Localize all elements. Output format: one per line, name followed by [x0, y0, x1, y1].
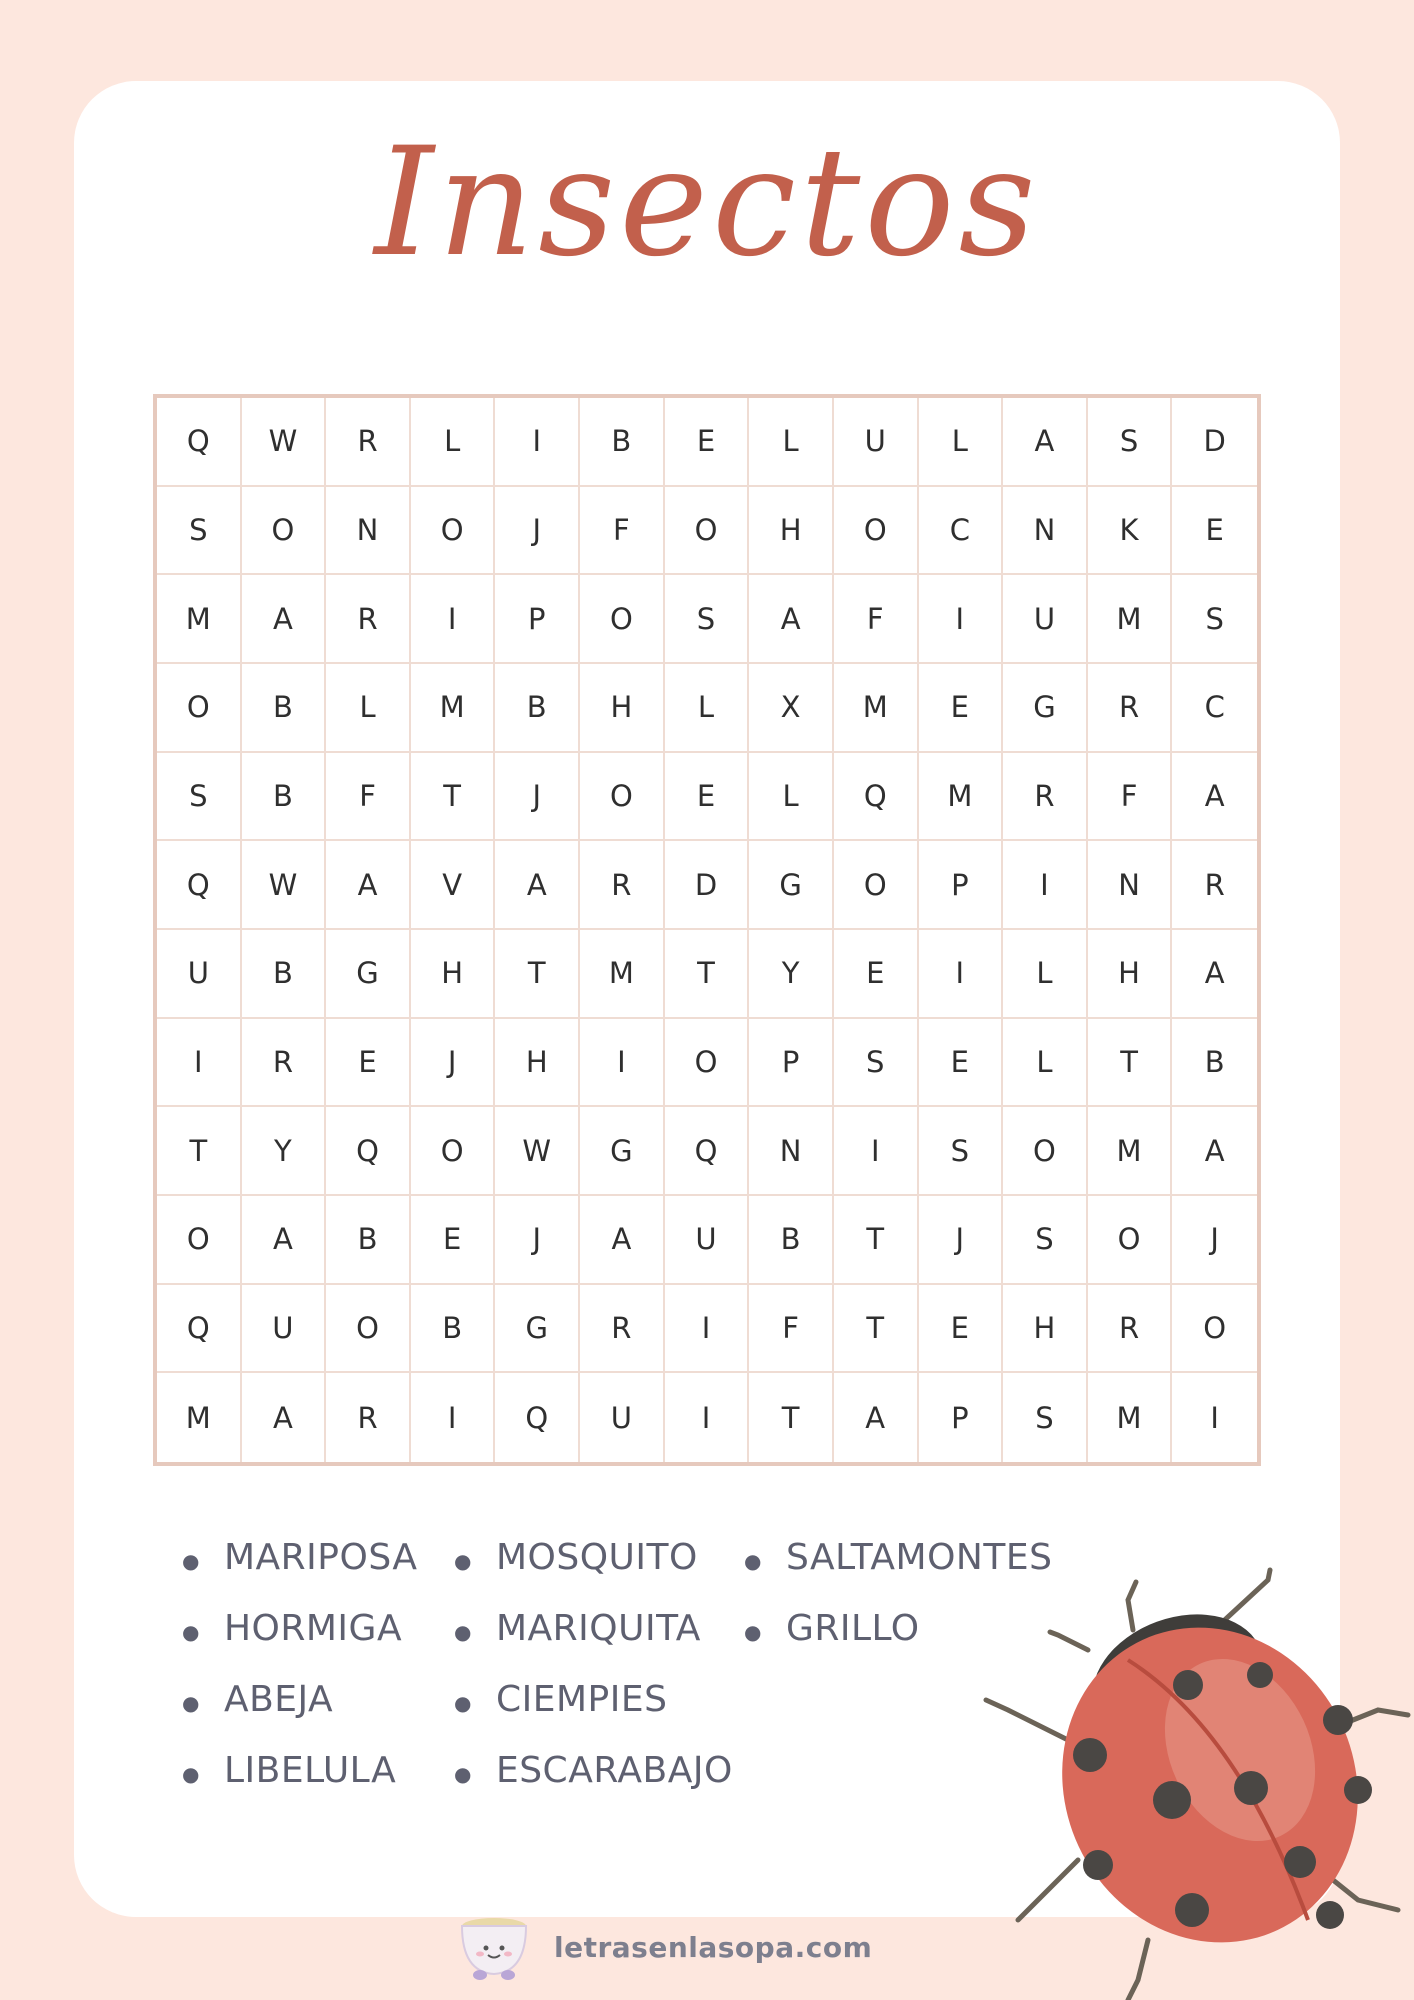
grid-cell[interactable]: H	[411, 930, 496, 1019]
grid-cell[interactable]: M	[411, 664, 496, 753]
grid-cell[interactable]: E	[919, 1019, 1004, 1108]
grid-cell[interactable]: B	[242, 930, 327, 1019]
grid-cell[interactable]: L	[749, 398, 834, 487]
grid-cell[interactable]: Y	[749, 930, 834, 1019]
grid-cell[interactable]: Q	[495, 1373, 580, 1462]
bullet-icon: ●	[454, 1762, 472, 1786]
word-item	[182, 1750, 454, 1821]
grid-cell[interactable]: I	[665, 1373, 750, 1462]
grid-cell[interactable]: A	[1003, 398, 1088, 487]
grid-cell[interactable]: O	[665, 1019, 750, 1108]
word-search-grid	[153, 394, 1261, 1466]
grid-cell[interactable]: O	[834, 841, 919, 930]
grid-cell[interactable]: H	[749, 487, 834, 576]
bullet-icon: ●	[182, 1762, 200, 1786]
grid-cell[interactable]: E	[919, 664, 1004, 753]
grid-cell[interactable]: L	[326, 664, 411, 753]
word-item	[454, 1537, 744, 1608]
bullet-icon: ●	[454, 1691, 472, 1715]
grid-cell[interactable]: H	[495, 1019, 580, 1108]
grid-cell[interactable]: P	[495, 575, 580, 664]
grid-cell[interactable]: I	[411, 575, 496, 664]
word-label: CIEMPIES	[495, 1679, 668, 1720]
word-label: ESCARABAJO	[495, 1750, 733, 1791]
grid-cell[interactable]: T	[749, 1373, 834, 1462]
grid-cell[interactable]: L	[665, 664, 750, 753]
grid-cell[interactable]: U	[834, 398, 919, 487]
grid-cell[interactable]: O	[326, 1285, 411, 1374]
grid-cell[interactable]: P	[749, 1019, 834, 1108]
grid-cell[interactable]: A	[495, 841, 580, 930]
grid-cell[interactable]: L	[749, 753, 834, 842]
website-label: letrasenlasopa.com	[554, 1930, 873, 1964]
grid-cell[interactable]: J	[495, 487, 580, 576]
grid-cell[interactable]: N	[1003, 487, 1088, 576]
grid-cell[interactable]: E	[834, 930, 919, 1019]
grid-cell[interactable]: V	[411, 841, 496, 930]
grid-cell[interactable]: O	[580, 753, 665, 842]
grid-cell[interactable]: O	[1172, 1285, 1257, 1374]
grid-cell[interactable]: B	[411, 1285, 496, 1374]
grid-cell[interactable]: A	[1172, 753, 1257, 842]
grid-cell[interactable]: R	[1088, 1285, 1173, 1374]
grid-cell[interactable]: G	[495, 1285, 580, 1374]
word-item	[454, 1679, 744, 1750]
grid-cell[interactable]: M	[919, 753, 1004, 842]
bowl-mascot-icon	[456, 1912, 532, 1982]
grid-cell[interactable]: J	[495, 1196, 580, 1285]
grid-cell[interactable]: K	[1088, 487, 1173, 576]
grid-cell[interactable]: O	[157, 664, 242, 753]
grid-cell[interactable]: F	[834, 575, 919, 664]
grid-cell[interactable]: F	[1088, 753, 1173, 842]
grid-cell[interactable]: C	[919, 487, 1004, 576]
grid-cell[interactable]: B	[1172, 1019, 1257, 1108]
grid-cell[interactable]: Y	[242, 1107, 327, 1196]
bullet-icon: ●	[182, 1620, 200, 1644]
grid-cell[interactable]: R	[326, 575, 411, 664]
grid-cell[interactable]: O	[665, 487, 750, 576]
grid-cell[interactable]: B	[242, 664, 327, 753]
grid-cell[interactable]: O	[1088, 1196, 1173, 1285]
grid-cell[interactable]: B	[242, 753, 327, 842]
grid-cell[interactable]: I	[495, 398, 580, 487]
grid-cell[interactable]: W	[242, 398, 327, 487]
word-label: HORMIGA	[223, 1608, 403, 1649]
grid-cell[interactable]: J	[411, 1019, 496, 1108]
word-item	[182, 1608, 454, 1679]
word-item	[454, 1750, 744, 1821]
grid-cell[interactable]: U	[665, 1196, 750, 1285]
word-label: LIBELULA	[223, 1750, 397, 1791]
grid-cell[interactable]: I	[834, 1107, 919, 1196]
grid-cell[interactable]: S	[1003, 1196, 1088, 1285]
grid-cell[interactable]: T	[411, 753, 496, 842]
grid-cell[interactable]: M	[1088, 1107, 1173, 1196]
grid-cell[interactable]: H	[580, 664, 665, 753]
word-label: MARIPOSA	[223, 1537, 418, 1578]
grid-cell[interactable]: A	[242, 1373, 327, 1462]
grid-cell[interactable]: M	[157, 1373, 242, 1462]
grid-cell[interactable]: R	[1003, 753, 1088, 842]
grid-cell[interactable]: Q	[157, 841, 242, 930]
grid-cell[interactable]: R	[1088, 664, 1173, 753]
grid-cell[interactable]: A	[749, 575, 834, 664]
grid-cell[interactable]: T	[495, 930, 580, 1019]
grid-cell[interactable]: E	[411, 1196, 496, 1285]
grid-cell[interactable]: F	[580, 487, 665, 576]
grid-cell[interactable]: R	[326, 1373, 411, 1462]
grid-cell[interactable]: T	[834, 1196, 919, 1285]
grid-cell[interactable]: M	[1088, 575, 1173, 664]
bullet-icon: ●	[744, 1549, 762, 1573]
bullet-icon: ●	[182, 1691, 200, 1715]
word-item	[182, 1679, 454, 1750]
grid-cell[interactable]: S	[1088, 398, 1173, 487]
bullet-icon: ●	[454, 1620, 472, 1644]
grid-cell[interactable]: S	[919, 1107, 1004, 1196]
grid-cell[interactable]: U	[1003, 575, 1088, 664]
grid-cell[interactable]: Q	[834, 753, 919, 842]
grid-cell[interactable]: I	[919, 575, 1004, 664]
word-label: GRILLO	[785, 1608, 920, 1649]
grid-cell[interactable]: B	[326, 1196, 411, 1285]
bullet-icon: ●	[182, 1549, 200, 1573]
grid-cell[interactable]: S	[665, 575, 750, 664]
grid-cell[interactable]: J	[919, 1196, 1004, 1285]
grid-cell[interactable]: R	[242, 1019, 327, 1108]
grid-cell[interactable]: E	[326, 1019, 411, 1108]
grid-cell[interactable]: M	[834, 664, 919, 753]
grid-cell[interactable]: H	[1003, 1285, 1088, 1374]
grid-cell[interactable]: I	[1210, 1400, 1219, 1435]
grid-cell[interactable]: P	[919, 841, 1004, 930]
grid-cell[interactable]: X	[749, 664, 834, 753]
grid-cell[interactable]: Q	[157, 398, 242, 487]
grid-cell[interactable]: E	[1172, 487, 1257, 576]
grid-cell[interactable]: S	[834, 1019, 919, 1108]
grid-cell[interactable]: B	[749, 1196, 834, 1285]
grid-cell[interactable]: U	[580, 1373, 665, 1462]
grid-cell[interactable]: S	[1172, 575, 1257, 664]
grid-cell[interactable]: E	[919, 1285, 1004, 1374]
grid-cell[interactable]: R	[580, 1285, 665, 1374]
grid-cell[interactable]: S	[157, 487, 242, 576]
grid-cell[interactable]: F	[326, 753, 411, 842]
grid-cell[interactable]: M	[580, 930, 665, 1019]
grid-cell[interactable]: B	[495, 664, 580, 753]
grid-cell[interactable]: N	[326, 487, 411, 576]
grid-cell[interactable]: R	[1172, 841, 1257, 930]
grid-cell[interactable]: Q	[326, 1107, 411, 1196]
grid-cell[interactable]: C	[1172, 664, 1257, 753]
grid-cell[interactable]: B	[580, 398, 665, 487]
grid-cell[interactable]: D	[665, 841, 750, 930]
word-item	[182, 1537, 454, 1608]
grid-cell[interactable]: P	[919, 1373, 1004, 1462]
grid-cell[interactable]: O	[834, 487, 919, 576]
grid-cell[interactable]: A	[326, 841, 411, 930]
grid-cell[interactable]: O	[242, 487, 327, 576]
grid-cell[interactable]: T	[157, 1107, 242, 1196]
grid-cell[interactable]: J	[495, 753, 580, 842]
grid-cell[interactable]: D	[1172, 398, 1257, 487]
grid-cell[interactable]: F	[749, 1285, 834, 1374]
grid-cell[interactable]: L	[1003, 930, 1088, 1019]
grid-cell[interactable]: H	[1088, 930, 1173, 1019]
grid-cell[interactable]: J	[1172, 1196, 1257, 1285]
word-list	[182, 1537, 1074, 1821]
word-label: MOSQUITO	[495, 1537, 698, 1578]
grid-cell[interactable]: T	[834, 1285, 919, 1374]
ladybug-illustration	[978, 1560, 1414, 2000]
grid-cell[interactable]: E	[665, 398, 750, 487]
grid-cell[interactable]: I	[919, 930, 1004, 1019]
grid-cell[interactable]: W	[242, 841, 327, 930]
page-title: Insectos	[374, 116, 1040, 290]
grid-cell[interactable]: M	[1088, 1373, 1173, 1462]
grid-cell[interactable]: A	[834, 1373, 919, 1462]
bullet-icon: ●	[744, 1620, 762, 1644]
grid-cell[interactable]: N	[749, 1107, 834, 1196]
grid-cell[interactable]: Q	[157, 1285, 242, 1374]
grid-cell[interactable]: A	[1172, 1107, 1257, 1196]
grid-cell[interactable]: S	[157, 753, 242, 842]
grid-cell[interactable]: A	[580, 1196, 665, 1285]
grid-cell[interactable]: G	[326, 930, 411, 1019]
word-label: ABEJA	[223, 1679, 334, 1720]
word-label: MARIQUITA	[495, 1608, 701, 1649]
grid-cell[interactable]: O	[580, 575, 665, 664]
grid-cell[interactable]: N	[1088, 841, 1173, 930]
bullet-icon: ●	[454, 1549, 472, 1573]
grid-cell[interactable]: U	[242, 1285, 327, 1374]
grid-cell[interactable]: Q	[665, 1107, 750, 1196]
grid-cell[interactable]: O	[411, 1107, 496, 1196]
grid-cell[interactable]: R	[580, 841, 665, 930]
grid-cell[interactable]: O	[411, 487, 496, 576]
grid-cell[interactable]: G	[1003, 664, 1088, 753]
word-column	[182, 1537, 454, 1821]
grid-cell[interactable]: I	[580, 1019, 665, 1108]
grid-cell[interactable]: S	[1003, 1373, 1088, 1462]
word-column	[454, 1537, 744, 1821]
word-label: SALTAMONTES	[785, 1537, 1053, 1578]
grid-cell[interactable]: I	[411, 1373, 496, 1462]
grid-cell[interactable]: L	[919, 398, 1004, 487]
grid-cell[interactable]: M	[157, 575, 242, 664]
grid-cell[interactable]: A	[1172, 930, 1257, 1019]
grid-cell[interactable]: G	[580, 1107, 665, 1196]
grid-cell[interactable]: E	[665, 753, 750, 842]
grid-cell[interactable]: R	[326, 398, 411, 487]
footer	[456, 1912, 886, 1982]
grid-cell[interactable]: I	[157, 1019, 242, 1108]
grid-cell[interactable]: T	[1088, 1019, 1173, 1108]
grid-cell[interactable]: U	[157, 930, 242, 1019]
grid-cell[interactable]: T	[665, 930, 750, 1019]
grid-cell[interactable]: G	[749, 841, 834, 930]
word-item	[454, 1608, 744, 1679]
grid-cell[interactable]: A	[242, 575, 327, 664]
grid-cell[interactable]: I	[665, 1285, 750, 1374]
grid-cell[interactable]: O	[1003, 1107, 1088, 1196]
grid-cell[interactable]: W	[495, 1107, 580, 1196]
grid-cell[interactable]: O	[157, 1196, 242, 1285]
grid-cell[interactable]: A	[242, 1196, 327, 1285]
grid-cell[interactable]: L	[1003, 1019, 1088, 1108]
grid-cell[interactable]: I	[1003, 841, 1088, 930]
grid-cell[interactable]: L	[411, 398, 496, 487]
